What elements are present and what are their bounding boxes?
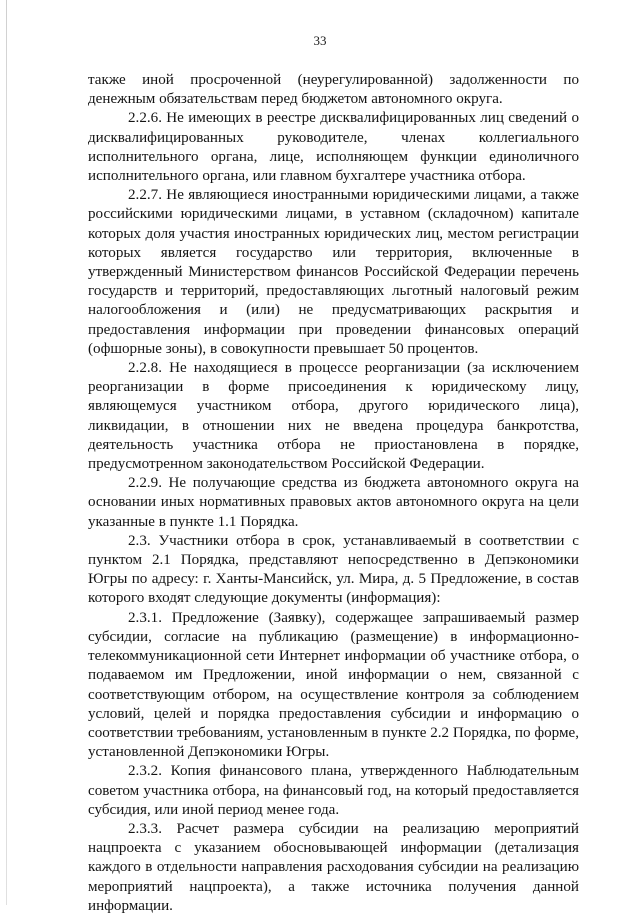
paragraph-2-3-2: 2.3.2. Копия финансового плана, утвержденного Наблюдательным советом участника отбора, на финансовый год, на который предоставляется субсидия, или иной период менее года. — [88, 763, 579, 818]
page-number: 33 — [313, 33, 327, 48]
paragraph-2-3: 2.3. Участники отбора в срок, устанавливаемый в соответствии с пунктом 2.1 Порядка, представляют непосредственно в Депэкономики Югры по адресу: г. Ханты-Мансийск, ул. Мира, д. 5 Предложение, в состав которого входят следующие документы (информация): — [88, 532, 579, 607]
paragraph-2-2-8: 2.2.8. Не находящиеся в процессе реорганизации (за исключением реорганизации в форме присоединения к юридическому лицу, являющемуся участником отбора, другого юридического лица), ликвидации, в отношении них не введена процедура банкротства, деятельность участника отбора не приостановлена в порядке, предусмотренном законодательством Российской Федерации. — [88, 360, 579, 473]
paragraph-2-3-1: 2.3.1. Предложение (Заявку), содержащее запрашиваемый размер субсидии, согласие на публикацию (размещение) в информационно-телекоммуникационной сети Интернет информации об участнике отбора, о подаваемом им Предложении, иной информации о нем, связанной с соответствующим отбором, на осуществление контроля за соблюдением условий, целей и порядка предоставления субсидии и информацию о соответствии требованиям, установленным в пункте 2.2 Порядка, по форме, установленной Депэкономики Югры. — [88, 609, 579, 761]
paragraph-2-2-7: 2.2.7. Не являющиеся иностранными юридическими лицами, а также российскими юридическими лицами, в уставном (складочном) капитале которых доля участия иностранных юридических лиц, местом регистрации которых является государство или территория, включенные в утвержденный Министерством финансов Российской Федерации перечень государств и территорий, предоставляющих льготный налоговый режим налогообложения и (или) не предусматривающих раскрытия и предоставления информации при проведении финансовых операций (офшорные зоны), в совокупности превышает 50 процентов. — [88, 187, 579, 357]
page-edge — [6, 0, 7, 905]
paragraph-2-2-6: 2.2.6. Не имеющих в реестре дисквалифицированных лиц сведений о дисквалифицированных руководителе, членах коллегиального исполнительного органа, лице, исполняющем функции единоличного исполнительного органа, или главном бухгалтере участника отбора. — [88, 110, 579, 185]
paragraph-2-3-3: 2.3.3. Расчет размера субсидии на реализацию мероприятий нацпроекта с указанием обосновывающей информации (детализация каждого в отдельности направления расходования субсидии на реализацию мероприятий нацпроекта), а также источника получения данной информации. — [88, 820, 579, 914]
paragraph-continuation: также иной просроченной (неурегулированной) задолженности по денежным обязательствам перед бюджетом автономного округа. — [88, 72, 579, 108]
paragraph-2-2-9: 2.2.9. Не получающие средства из бюджета автономного округа на основании иных нормативных правовых актов автономного округа на цели указанные в пункте 1.1 Порядка. — [88, 475, 579, 530]
document-body — [88, 71, 579, 916]
